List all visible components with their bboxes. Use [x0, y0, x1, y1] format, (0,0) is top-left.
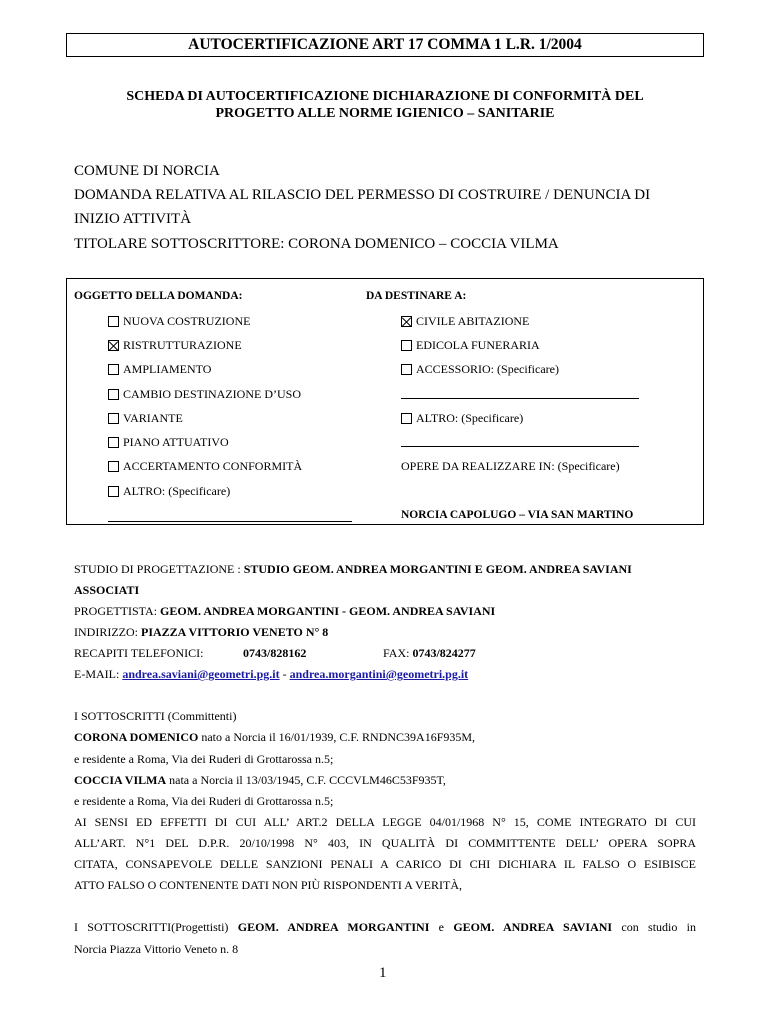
- fax-value: 0743/824277: [412, 646, 476, 660]
- indirizzo-label: INDIRIZZO:: [74, 625, 141, 639]
- checkbox-empty-icon[interactable]: [401, 364, 412, 375]
- oggetto-option-ristrutturazione[interactable]: [108, 338, 242, 353]
- person2-residence: e residente a Roma, Via dei Ruderi di Grottarossa n.5;: [74, 794, 334, 808]
- option-label: EDICOLA FUNERARIA: [416, 338, 540, 352]
- accessorio-specify-line: [401, 398, 639, 399]
- option-label: ACCESSORIO: (Specificare): [416, 362, 559, 376]
- person1-details: nato a Norcia il 16/01/1939, C.F. RNDNC39A16F935M,: [198, 730, 476, 744]
- email-line: [74, 667, 468, 682]
- destinare-option-accessorio-specificare[interactable]: [401, 362, 559, 377]
- progettista-value: GEOM. ANDREA MORGANTINI - GEOM. ANDREA SAVIANI: [160, 604, 496, 618]
- progettista-name-2: GEOM. ANDREA SAVIANI: [453, 920, 613, 934]
- option-label: NUOVA COSTRUZIONE: [123, 314, 251, 328]
- person1-residence: e residente a Roma, Via dei Ruderi di Grottarossa n.5;: [74, 752, 334, 766]
- legal-text-line-3: CITATA, CONSAPEVOLE DELLE SANZIONI PENALI A CARICO DI CHI DICHIARA IL FALSO O ESIBISCE: [74, 857, 696, 871]
- option-label: CIVILE ABITAZIONE: [416, 314, 530, 328]
- checkbox-empty-icon[interactable]: [108, 461, 119, 472]
- checkbox-empty-icon[interactable]: [108, 389, 119, 400]
- domanda-line-2: INIZIO ATTIVITÀ: [74, 211, 192, 227]
- checkbox-empty-icon[interactable]: [108, 364, 119, 375]
- option-label: PIANO ATTUATIVO: [123, 435, 229, 449]
- studio-name: STUDIO GEOM. ANDREA MORGANTINI E GEOM. ANDREA SAVIANI: [243, 562, 632, 576]
- oggetto-option-cambio-destinazione-d-uso[interactable]: [108, 387, 301, 402]
- person1-name: CORONA DOMENICO: [74, 730, 199, 744]
- email-link-morgantini[interactable]: andrea.morgantini@geometri.pg.it: [289, 667, 469, 681]
- altro-specify-line-right: [401, 446, 639, 447]
- checkbox-empty-icon[interactable]: [108, 437, 119, 448]
- indirizzo-value: PIAZZA VITTORIO VENETO N° 8: [140, 625, 329, 639]
- location-value: NORCIA CAPOLUGO – VIA SAN MARTINO: [401, 509, 634, 521]
- oggetto-option-piano-attuativo[interactable]: [108, 435, 229, 450]
- fax-line: [383, 646, 476, 661]
- oggetto-option-accertamento-conformita[interactable]: [108, 459, 302, 474]
- email-label: E-MAIL:: [74, 667, 123, 681]
- destinare-option-civile-abitazione[interactable]: [401, 314, 529, 329]
- opere-label: OPERE DA REALIZZARE IN: (Specificare): [401, 459, 620, 473]
- page-number: 1: [379, 965, 387, 981]
- checkbox-checked-icon[interactable]: [108, 340, 119, 351]
- oggetto-option-nuova-costruzione[interactable]: [108, 314, 250, 329]
- fax-label: FAX:: [383, 646, 413, 660]
- titolare: TITOLARE SOTTOSCRITTORE: CORONA DOMENICO – COCCIA VILMA: [74, 236, 559, 252]
- option-label: CAMBIO DESTINAZIONE D’USO: [123, 387, 301, 401]
- option-label: AMPLIAMENTO: [123, 362, 212, 376]
- indirizzo-line: [74, 625, 328, 640]
- option-label: ALTRO: (Specificare): [416, 411, 524, 425]
- person2-name: COCCIA VILMA: [74, 773, 167, 787]
- tel-label: RECAPITI TELEFONICI:: [74, 646, 204, 660]
- destinare-option-altro-specificare[interactable]: [401, 411, 523, 426]
- progettista-label: PROGETTISTA:: [74, 604, 161, 618]
- option-label: RISTRUTTURAZIONE: [123, 338, 242, 352]
- email-link-saviani[interactable]: andrea.saviani@geometri.pg.it: [122, 667, 280, 681]
- checkbox-empty-icon[interactable]: [108, 486, 119, 497]
- altro-specify-line-left: [108, 521, 352, 522]
- progettista-name-1: GEOM. ANDREA MORGANTINI: [237, 920, 430, 934]
- legal-text-line-4: ATTO FALSO O CONTENENTE DATI NON PIÙ RISPONDENTI A VERITÀ,: [74, 878, 462, 892]
- oggetto-heading: OGGETTO DELLA DOMANDA:: [74, 290, 243, 302]
- sottoscritti-committenti: I SOTTOSCRITTI (Committenti): [74, 709, 237, 723]
- subtitle-line-1: SCHEDA DI AUTOCERTIFICAZIONE DICHIARAZIONE DI CONFORMITÀ DEL: [126, 89, 644, 104]
- progettisti-prefix: I SOTTOSCRITTI(Progettisti): [74, 920, 238, 934]
- domanda-line-1: DOMANDA RELATIVA AL RILASCIO DEL PERMESSO DI COSTRUIRE / DENUNCIA DI: [74, 187, 651, 203]
- document-title: AUTOCERTIFICAZIONE ART 17 COMMA 1 L.R. 1/2004: [66, 33, 704, 57]
- checkbox-empty-icon[interactable]: [401, 340, 412, 351]
- checkbox-checked-icon[interactable]: [401, 316, 412, 327]
- email-separator: -: [279, 667, 290, 681]
- progettisti-address: Norcia Piazza Vittorio Veneto n. 8: [74, 942, 239, 956]
- studio-name-cont: ASSOCIATI: [74, 583, 140, 597]
- checkbox-empty-icon[interactable]: [108, 413, 119, 424]
- legal-text-line-1: AI SENSI ED EFFETTI DI CUI ALL’ ART.2 DELLA LEGGE 04/01/1968 N° 15, COME INTEGRATO DI CUI: [74, 815, 696, 829]
- legal-text-line-2: ALL’ART. N°1 DEL D.P.R. 20/10/1998 N° 403, IN QUALITÀ DI COMMITTENTE DELL’ OPERA SOPRA: [74, 836, 696, 850]
- destinare-option-edicola-funeraria[interactable]: [401, 338, 540, 353]
- comune: COMUNE DI NORCIA: [74, 163, 220, 179]
- checkbox-empty-icon[interactable]: [401, 413, 412, 424]
- option-label: ACCERTAMENTO CONFORMITÀ: [123, 459, 303, 473]
- oggetto-option-altro-specificare[interactable]: [108, 484, 230, 499]
- studio-line: [74, 562, 632, 577]
- person2-details: nata a Norcia il 13/03/1945, C.F. CCCVLM46C53F935T,: [166, 773, 446, 787]
- studio-label: STUDIO DI PROGETTAZIONE :: [74, 562, 244, 576]
- person2-line: [74, 773, 446, 788]
- subtitle-line-2: PROGETTO ALLE NORME IGIENICO – SANITARIE: [215, 106, 555, 121]
- person1-line: [74, 730, 475, 745]
- checkbox-empty-icon[interactable]: [108, 316, 119, 327]
- option-label: ALTRO: (Specificare): [123, 484, 231, 498]
- progettisti-and: e: [429, 920, 454, 934]
- option-label: VARIANTE: [123, 411, 183, 425]
- oggetto-option-ampliamento[interactable]: [108, 362, 211, 377]
- progettisti-suffix: con studio in: [612, 920, 697, 934]
- progettista-line: [74, 604, 495, 619]
- progettisti-line: [74, 920, 696, 935]
- oggetto-option-variante[interactable]: [108, 411, 183, 426]
- tel-value: 0743/828162: [243, 646, 307, 660]
- destinare-heading: DA DESTINARE A:: [366, 290, 467, 302]
